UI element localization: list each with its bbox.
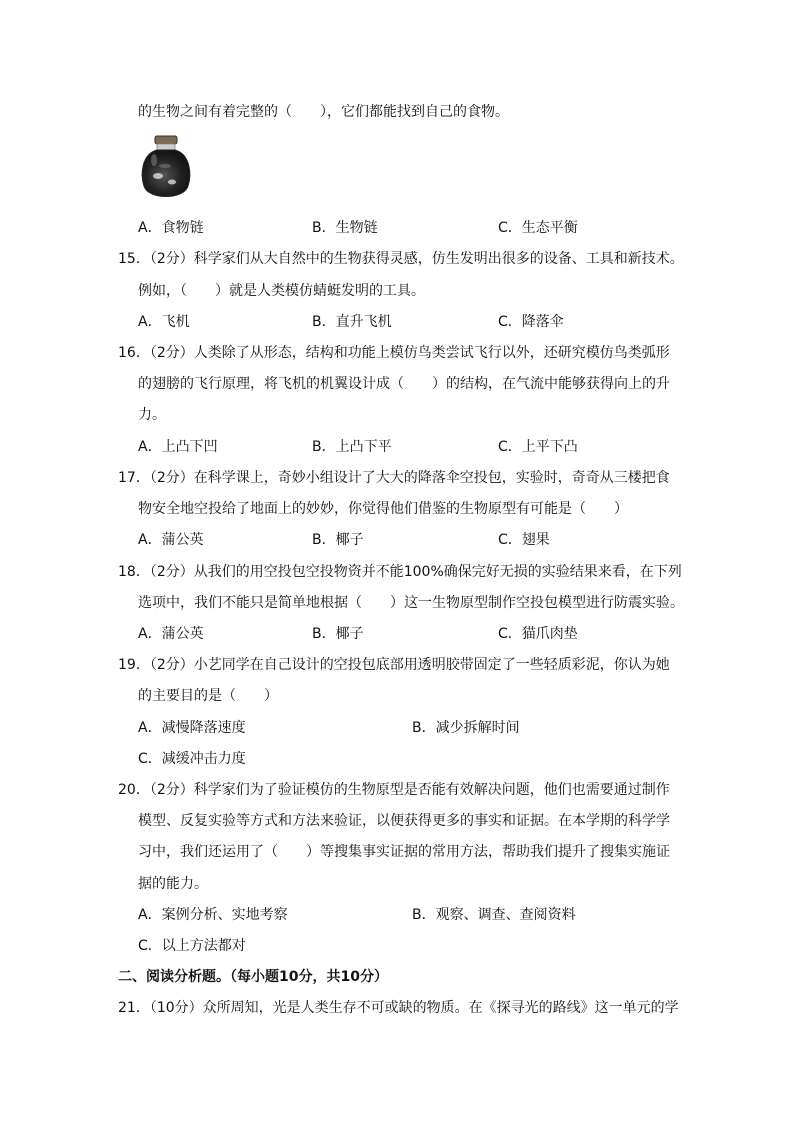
q15-option-c[interactable]: C．降落伞 bbox=[498, 314, 564, 330]
q18-stem-line: 18．（2分）从我们的用空投包空投物资并不能100%确保完好无损的实验结果来看，在下列 bbox=[118, 564, 682, 580]
q20-option-a[interactable]: A．案例分析、实地考察 bbox=[138, 907, 288, 923]
q14-stem-line: 的生物之间有着完整的（ ），它们都能找到自己的食物。 bbox=[138, 104, 509, 120]
q16-option-b[interactable]: B．上凸下平 bbox=[312, 439, 392, 455]
q15-stem-line: 15．（2分）科学家们从大自然中的生物获得灵感，仿生发明出很多的设备、工具和新技术。 bbox=[118, 251, 684, 267]
q16-stem-line: 16．（2分）人类除了从形态，结构和功能上模仿鸟类尝试飞行以外，还研究模仿鸟类弧形 bbox=[118, 345, 670, 361]
q20-option-b[interactable]: B．观察、调查、查阅资料 bbox=[412, 907, 576, 923]
q18-stem-line: 选项中，我们不能只是简单地根据（ ）这一生物原型制作空投包模型进行防震实验。 bbox=[138, 595, 684, 611]
q17-stem-line: 17．（2分）在科学课上，奇妙小组设计了大大的降落伞空投包，实验时，奇奇从三楼把食 bbox=[118, 470, 670, 486]
q19-stem-line: 19．（2分）小艺同学在自己设计的空投包底部用透明胶带固定了一些轻质彩泥，你认为她 bbox=[118, 657, 670, 673]
q17-option-a[interactable]: A．蒲公英 bbox=[138, 532, 204, 548]
q19-option-b[interactable]: B．减少拆解时间 bbox=[412, 720, 520, 736]
q14-option-a[interactable]: A．食物链 bbox=[138, 220, 204, 236]
q18-option-b[interactable]: B．椰子 bbox=[312, 626, 364, 642]
q20-stem-line: 习中，我们还运用了（ ）等搜集事实证据的常用方法，帮助我们提升了搜集实施证 bbox=[138, 844, 670, 860]
q17-stem-line: 物安全地空投给了地面上的妙妙，你觉得他们借鉴的生物原型有可能是（ ） bbox=[138, 501, 628, 517]
q16-option-c[interactable]: C．上平下凸 bbox=[498, 439, 578, 455]
q18-option-a[interactable]: A．蒲公英 bbox=[138, 626, 204, 642]
q18-option-c[interactable]: C．猫爪肉垫 bbox=[498, 626, 578, 642]
q15-stem-line: 例如，（ ）就是人类模仿蜻蜓发明的工具。 bbox=[138, 283, 425, 299]
q14-option-c[interactable]: C．生态平衡 bbox=[498, 220, 578, 236]
q14-option-b[interactable]: B．生物链 bbox=[312, 220, 378, 236]
q16-option-a[interactable]: A．上凸下凹 bbox=[138, 439, 218, 455]
q15-option-b[interactable]: B．直升飞机 bbox=[312, 314, 392, 330]
q20-stem-line: 模型、反复实验等方式和方法来验证，以便获得更多的事实和证据。在本学期的科学学 bbox=[138, 813, 670, 829]
q20-stem-line: 20．（2分）科学家们为了验证模仿的生物原型是否能有效解决问题，他们也需要通过制作 bbox=[118, 782, 670, 798]
q16-stem-line: 的翅膀的飞行原理，将飞机的机翼设计成（ ）的结构，在气流中能够获得向上的升 bbox=[138, 376, 670, 392]
ecosystem-jar-image bbox=[140, 134, 192, 204]
q15-option-a[interactable]: A．飞机 bbox=[138, 314, 190, 330]
section-heading: 二、阅读分析题。（每小题10分，共10分） bbox=[118, 969, 388, 985]
q17-option-c[interactable]: C．翅果 bbox=[498, 532, 550, 548]
q16-stem-line: 力。 bbox=[138, 407, 166, 423]
q20-stem-line: 据的能力。 bbox=[138, 876, 208, 892]
q20-option-c[interactable]: C．以上方法都对 bbox=[138, 938, 246, 954]
q19-stem-line: 的主要目的是（ ） bbox=[138, 688, 278, 704]
q19-option-a[interactable]: A．减慢降落速度 bbox=[138, 720, 246, 736]
q19-option-c[interactable]: C．减缓冲击力度 bbox=[138, 751, 246, 767]
q21-stem-line: 21．（10分）众所周知，光是人类生存不可或缺的物质。在《探寻光的路线》这一单元的学 bbox=[118, 1000, 679, 1016]
q17-option-b[interactable]: B．椰子 bbox=[312, 532, 364, 548]
